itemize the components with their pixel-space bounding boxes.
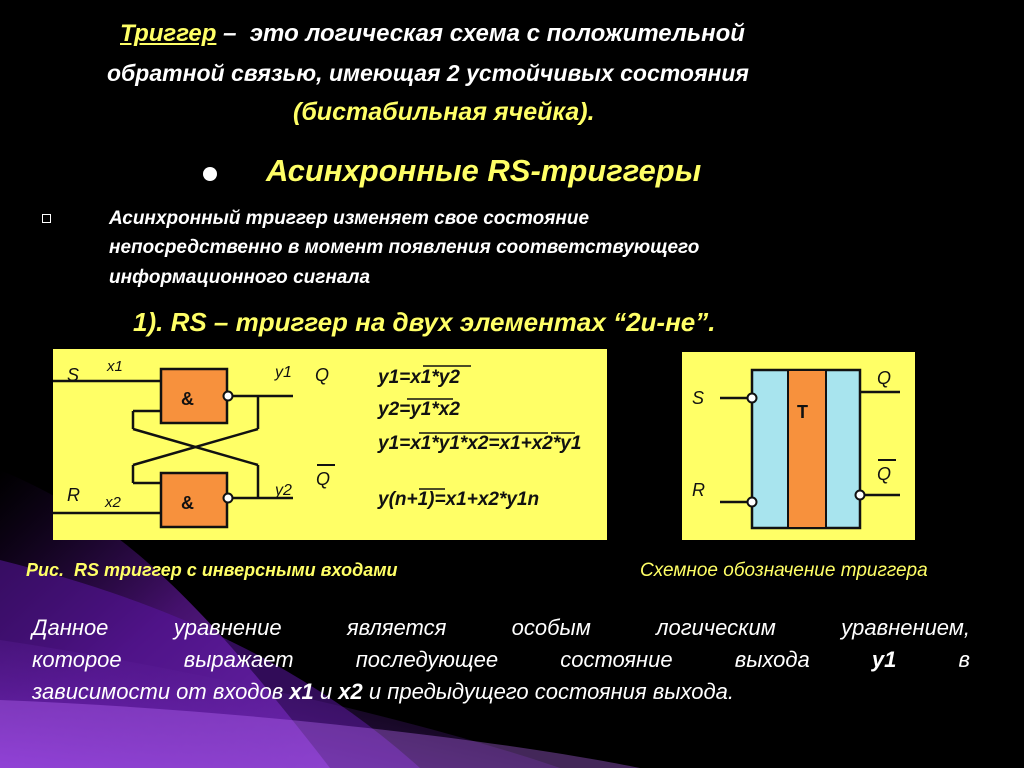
s-inversion-bubble	[748, 394, 757, 403]
label-s: S	[67, 365, 80, 385]
symbol-q: Q	[877, 368, 892, 388]
equation-2: y2=y1*x2	[378, 399, 460, 420]
section-heading: Асинхронные RS-триггеры	[266, 153, 702, 188]
label-y2: y2	[275, 482, 292, 499]
label-r: R	[67, 485, 80, 505]
definition-line-1: Асинхронный триггер изменяет свое состояние	[109, 208, 590, 229]
circuit-diagram	[53, 349, 607, 540]
explanation-paragraph	[32, 612, 970, 708]
paragraph-y1: у1	[871, 647, 897, 672]
paragraph-x1: х1	[289, 679, 314, 704]
gate-2-label: &	[181, 493, 194, 513]
title-line1-rest: это логическая схема с положительной	[249, 20, 745, 47]
trigger-core	[788, 370, 826, 528]
inversion-bubble-2	[224, 494, 233, 503]
subheading: 1). RS – триггер на двух элементах “2и-не”.	[133, 307, 716, 337]
caption-left-text: RS триггер с инверсными входами	[74, 560, 398, 580]
paragraph-line-3-b: и предыдущего состояния выхода.	[368, 679, 734, 704]
square-bullet	[42, 214, 51, 223]
label-y1: y1	[275, 364, 292, 381]
caption-right: Схемное обозначение триггера	[640, 560, 928, 581]
title-line-2: обратной связью, имеющая 2 устойчивых состояния	[107, 60, 749, 86]
label-q-bar: Q	[316, 469, 331, 489]
title-dash: –	[223, 20, 237, 47]
bullet-dot	[203, 167, 217, 181]
gate-1-label: &	[181, 389, 194, 409]
caption-left	[26, 560, 398, 581]
symbol-r: R	[692, 480, 705, 500]
symbol-s: S	[692, 388, 705, 408]
paragraph-line-3	[32, 676, 970, 708]
trigger-symbol	[682, 352, 915, 540]
symbol-t: T	[797, 402, 808, 422]
title-line-3: (бистабильная ячейка).	[293, 98, 595, 126]
r-inversion-bubble	[748, 498, 757, 507]
paragraph-line-3-a: зависимости от входов	[32, 679, 284, 704]
gate-1	[161, 369, 227, 423]
title-term: Триггер	[120, 20, 217, 47]
definition-line-3: информационного сигнала	[109, 267, 371, 288]
gate-2	[161, 473, 227, 527]
symbol-q-bar: Q	[877, 464, 892, 484]
label-q: Q	[315, 365, 330, 385]
paragraph-line-2-b: в	[958, 647, 970, 672]
paragraph-x2: х2	[338, 679, 363, 704]
equation-4: y(n+1)=x1+x2*y1n	[378, 489, 540, 510]
inversion-bubble-1	[224, 392, 233, 401]
paragraph-line-2-a: которое выражает последующее состояние выхода	[32, 647, 810, 672]
symbol-panel	[682, 352, 915, 540]
paragraph-line-2	[32, 644, 970, 676]
label-x1: x1	[107, 358, 123, 375]
q-bar-inversion-bubble	[856, 491, 865, 500]
equation-3: y1=x1*y1*x2=x1+x2*y1	[378, 433, 582, 454]
label-x2: x2	[105, 494, 121, 511]
circuit-panel	[53, 349, 607, 540]
caption-left-prefix: Рис.	[26, 560, 65, 580]
title-line-1	[120, 20, 745, 48]
paragraph-and: и	[319, 679, 333, 704]
paragraph-line-1: Данное уравнение является особым логическим уравнением,	[32, 615, 970, 640]
equation-1: y1=x1*y2	[378, 367, 460, 388]
definition-line-2: непосредственно в момент появления соответствующего	[109, 237, 700, 258]
